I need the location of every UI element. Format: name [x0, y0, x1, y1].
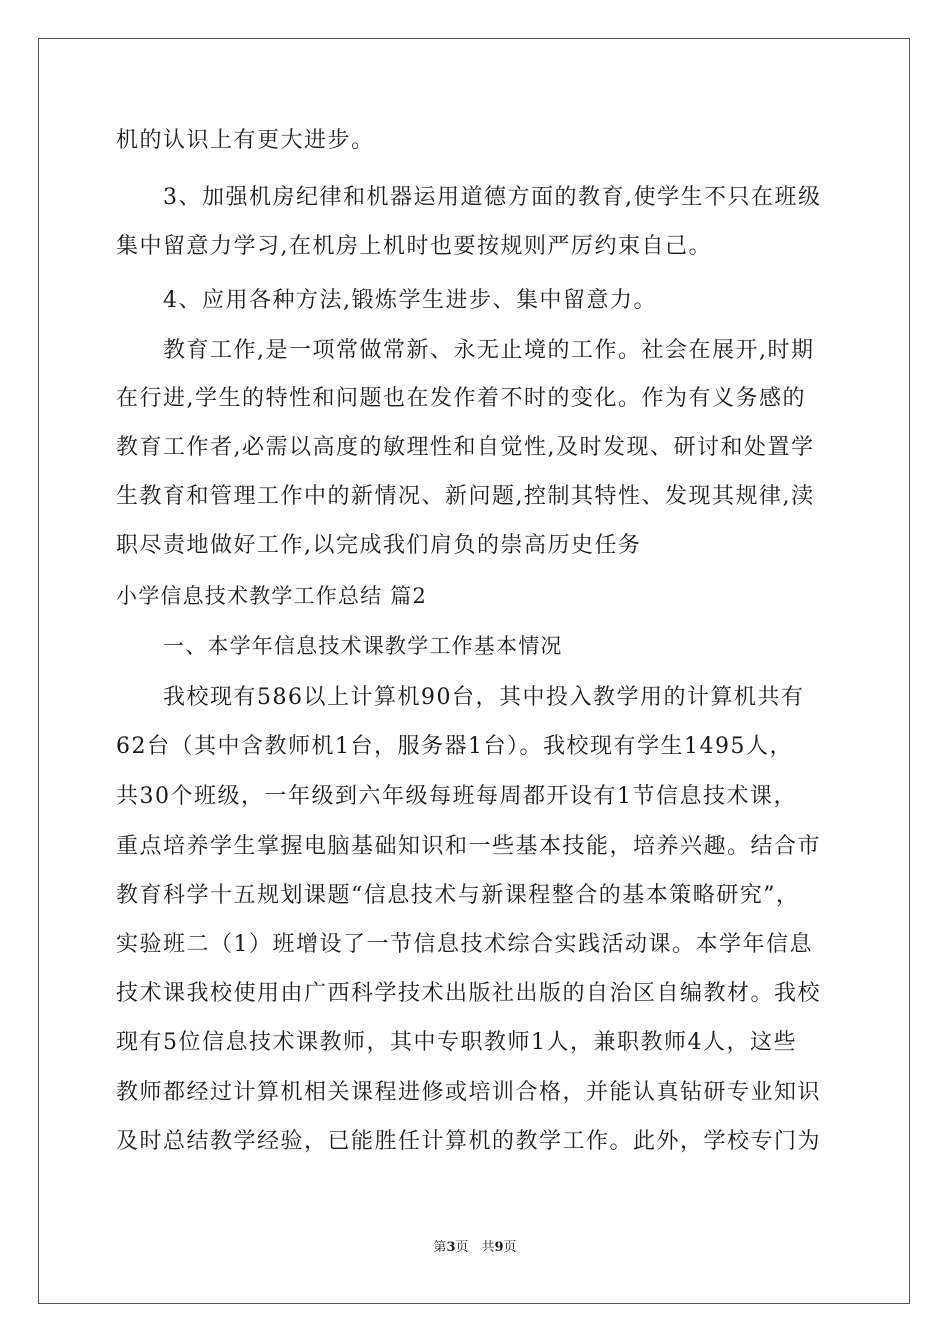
page-suffix: 页: [503, 1240, 517, 1255]
text-line: 教育工作,是一项常做常新、永无止境的工作。社会在展开,时期: [163, 338, 815, 363]
text-line: 生教育和管理工作中的新情况、新问题,控制其特性、发现其规律,渎: [116, 484, 815, 509]
page-number-footer: [0, 1240, 950, 1256]
subsection-heading: 一、本学年信息技术课教学工作基本情况: [163, 634, 563, 658]
page-border: [38, 38, 910, 1304]
total-page-number: 9: [494, 1240, 504, 1255]
text-line: 教师都经过计算机相关课程进修或培训合格，并能认真钻研专业知识: [116, 1080, 822, 1105]
text-line: 3、加强机房纪律和机器运用道德方面的教育,使学生不只在班级: [163, 185, 822, 210]
text-line: 技术课我校使用由广西科学技术出版社出版的自治区自编教材。我校: [116, 981, 822, 1006]
text-line: 集中留意力学习,在机房上机时也要按规则严厉约束自己。: [116, 234, 712, 259]
page-prefix: 第: [433, 1240, 447, 1255]
text-line: 重点培养学生掌握电脑基础知识和一些基本技能，培养兴趣。结合市: [116, 834, 822, 859]
text-line: 教育工作者,必需以高度的敏理性和自觉性,及时发现、研讨和处置学: [116, 435, 815, 460]
section-heading: 小学信息技术教学工作总结 篇2: [116, 584, 428, 608]
text-line: 62台（其中含教师机1台，服务器1台）。我校现有学生1495人，: [116, 734, 793, 759]
text-line: 职尽责地做好工作,以完成我们肩负的崇高历史任务: [116, 533, 642, 558]
text-line: 机的认识上有更大进步。: [116, 128, 375, 153]
text-line: 及时总结教学经验，已能胜任计算机的教学工作。此外，学校专门为: [116, 1129, 822, 1154]
text-line: 共30个班级，一年级到六年级每班每周都开设有1节信息技术课，: [116, 784, 797, 809]
current-page-number: 3: [446, 1240, 456, 1255]
page-mid: 页 共: [455, 1240, 495, 1255]
text-line: 我校现有586以上计算机90台，其中投入教学用的计算机共有: [163, 685, 805, 710]
text-line: 实验班二（1）班增设了一节信息技术综合实践活动课。本学年信息: [116, 932, 813, 957]
text-line: 在行进,学生的特性和问题也在发作着不时的变化。作为有义务感的: [116, 386, 806, 411]
text-line: 现有5位信息技术课教师，其中专职教师1人，兼职教师4人，这些: [116, 1030, 797, 1055]
text-line: 4、应用各种方法,锻炼学生进步、集中留意力。: [163, 288, 657, 313]
text-line: 教育科学十五规划课题“信息技术与新课程整合的基本策略研究”，: [116, 883, 800, 908]
